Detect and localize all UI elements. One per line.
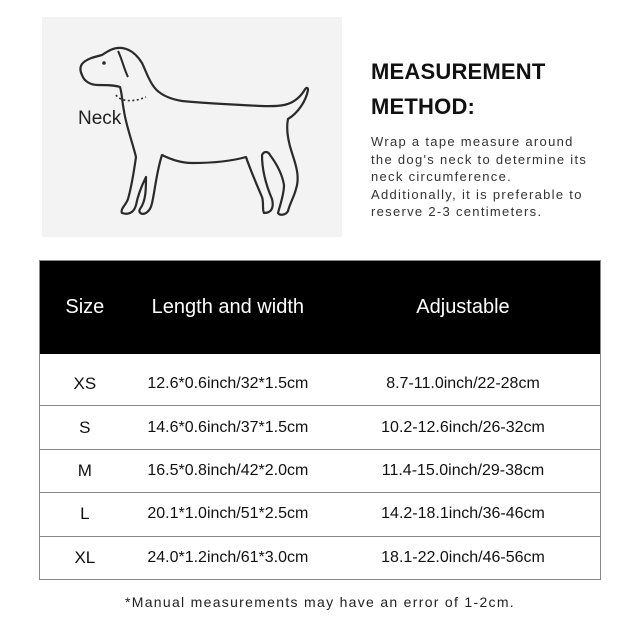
cell-adjustable: 10.2-12.6inch/26-32cm bbox=[381, 418, 545, 436]
cell-length-width: 20.1*1.0inch/51*2.5cm bbox=[147, 505, 309, 523]
method-title bbox=[371, 54, 621, 124]
method-body-line: Wrap a tape measure around bbox=[371, 134, 574, 149]
cell-size: S bbox=[79, 417, 91, 437]
method-body-line: reserve 2-3 centimeters. bbox=[371, 204, 543, 220]
method-body-line: the dog's neck to determine its bbox=[371, 151, 588, 167]
method-description bbox=[371, 133, 621, 221]
cell-size: M bbox=[77, 460, 92, 480]
method-body-line: Additionally, it is preferable to bbox=[371, 186, 583, 202]
cell-adjustable: 8.7-11.0inch/22-28cm bbox=[386, 375, 540, 393]
table-row bbox=[40, 363, 600, 406]
cell-length-width: 12.6*0.6inch/32*1.5cm bbox=[147, 375, 309, 393]
size-chart-table bbox=[39, 260, 601, 580]
cell-size: L bbox=[80, 504, 90, 524]
cell-adjustable: 18.1-22.0inch/46-56cm bbox=[381, 549, 545, 567]
method-title-line1: MEASUREMENT bbox=[371, 59, 546, 84]
cell-length-width: 16.5*0.8inch/42*2.0cm bbox=[147, 461, 309, 479]
header-size: Size bbox=[65, 296, 105, 318]
cell-length-width: 14.6*0.6inch/37*1.5cm bbox=[147, 418, 309, 436]
dog-illustration-panel bbox=[42, 17, 342, 237]
cell-length-width: 24.0*1.2inch/61*3.0cm bbox=[147, 549, 309, 567]
header-length-width: Length and width bbox=[151, 296, 304, 318]
cell-adjustable: 11.4-15.0inch/29-38cm bbox=[381, 461, 545, 479]
table-row bbox=[40, 450, 600, 493]
cell-size: XS bbox=[73, 374, 97, 394]
table-row bbox=[40, 406, 600, 449]
cell-adjustable: 14.2-18.1inch/36-46cm bbox=[381, 505, 545, 523]
table-row bbox=[40, 493, 600, 536]
table-body bbox=[40, 354, 600, 580]
table-header bbox=[40, 261, 600, 354]
table-row bbox=[40, 537, 600, 580]
cell-size: XL bbox=[74, 548, 96, 568]
method-body-line: neck circumference. bbox=[371, 169, 513, 185]
header-adjustable: Adjustable bbox=[416, 296, 510, 318]
measurement-error-footnote: *Manual measurements may have an error of 1-2cm. bbox=[125, 594, 515, 610]
neck-label: Neck bbox=[78, 108, 122, 129]
method-title-line2: METHOD: bbox=[371, 94, 476, 119]
